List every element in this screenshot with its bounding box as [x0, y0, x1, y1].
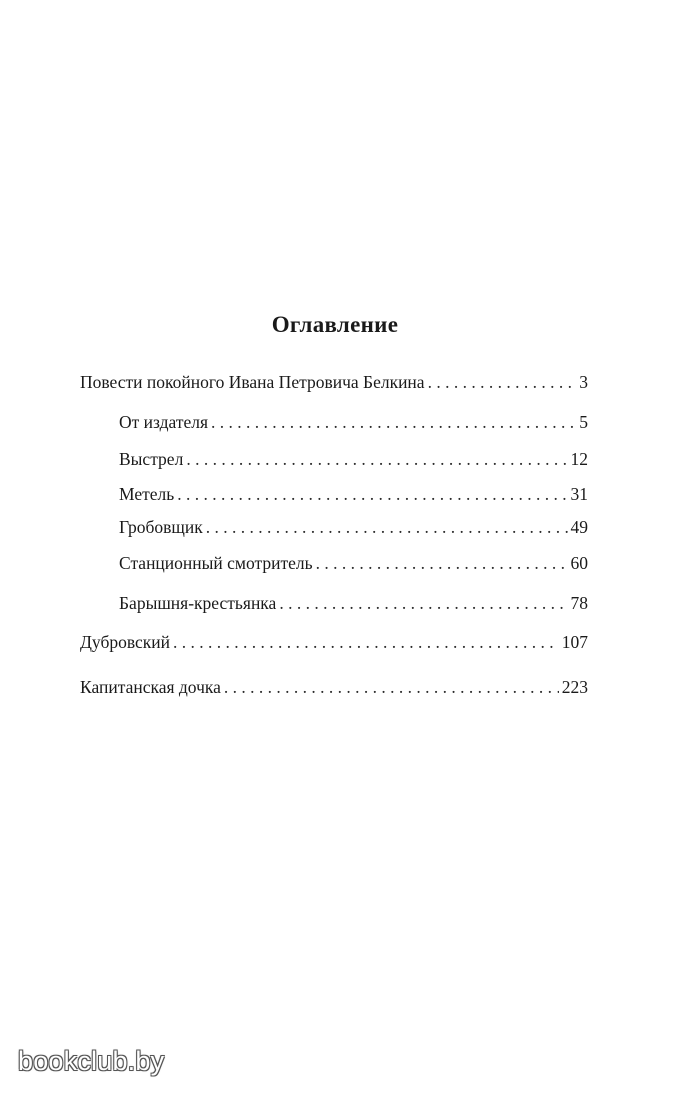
- toc-entry-label: Барышня-крестьянка: [119, 593, 277, 613]
- toc-entry-page: 3: [579, 372, 588, 392]
- toc-entry: [80, 676, 588, 698]
- toc-entry-page: 107: [561, 632, 588, 652]
- toc-entry-page: 60: [570, 553, 588, 573]
- dot-leader: [279, 592, 567, 614]
- toc-entry-label: Метель: [119, 484, 175, 504]
- toc-entry: [119, 411, 588, 433]
- toc-entry-page: 78: [570, 593, 588, 613]
- toc-entry-label: Выстрел: [119, 449, 184, 469]
- dot-leader: [428, 371, 577, 393]
- toc-entry-label: Станционный смотритель: [119, 553, 313, 573]
- toc-title: Оглавление: [271, 312, 399, 337]
- toc-entry: [119, 483, 588, 505]
- toc-entry: [119, 552, 588, 574]
- toc-entry: [119, 448, 588, 470]
- dot-leader: [173, 631, 559, 653]
- dot-leader: [211, 411, 576, 433]
- toc-entry-label: Гробовщик: [119, 517, 203, 537]
- dot-leader: [316, 552, 568, 574]
- toc-entry: [119, 516, 588, 538]
- toc-entry: [80, 631, 588, 653]
- toc-entry-label: Капитанская дочка: [80, 677, 221, 697]
- toc-entry-page: 31: [570, 484, 588, 504]
- dot-leader: [224, 676, 559, 698]
- toc-entry-page: 223: [561, 677, 588, 697]
- dot-leader: [177, 483, 567, 505]
- toc-entry-label: От издателя: [119, 412, 209, 432]
- toc-entry-page: 12: [570, 449, 588, 469]
- toc-entry-label: Повести покойного Ивана Петровича Белкина: [80, 372, 425, 392]
- toc-entry: [119, 592, 588, 614]
- dot-leader: [186, 448, 567, 470]
- toc-entry: [80, 371, 588, 393]
- site-watermark: bookclub.by: [18, 1046, 165, 1076]
- toc-entry-page: 5: [579, 412, 588, 432]
- toc-entry-label: Дубровский: [80, 632, 171, 652]
- dot-leader: [206, 516, 568, 538]
- toc-entry-page: 49: [570, 517, 588, 537]
